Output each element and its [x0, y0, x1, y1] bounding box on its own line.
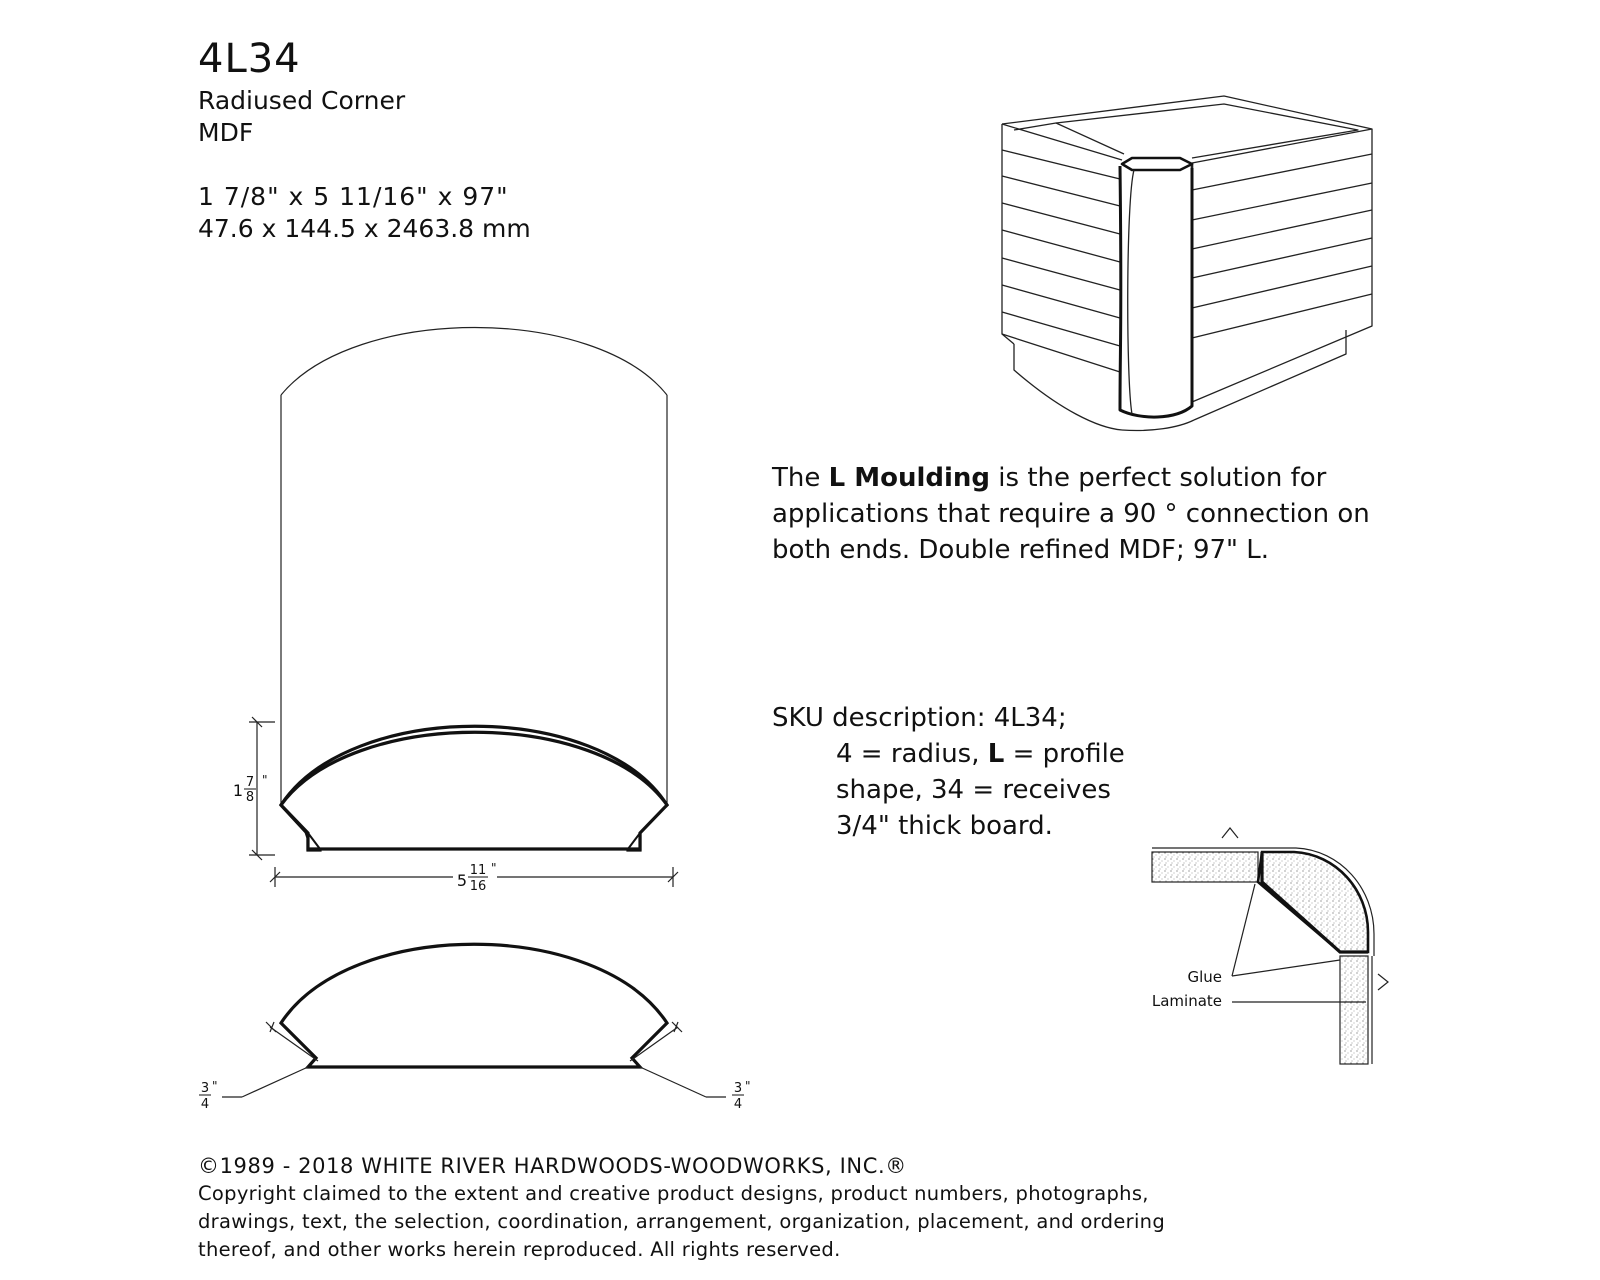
- product-title: 4L34: [198, 36, 301, 82]
- notch-right-inch-mark: ": [745, 1079, 751, 1093]
- width-denominator: 16: [469, 879, 487, 894]
- notch-right-numerator: 3: [733, 1081, 743, 1096]
- notch-right-label: [732, 1079, 751, 1112]
- notch-right-denominator: 4: [733, 1097, 743, 1112]
- product-subtitle: Radiused Corner: [198, 86, 406, 115]
- description-line-3: both ends. Double refined MDF; 97" L.: [772, 535, 1270, 565]
- width-dimension-label: [457, 861, 497, 894]
- notch-left-label: [199, 1079, 218, 1112]
- dimensions-imperial: 1 7/8" x 5 11/16" x 97": [198, 182, 509, 211]
- notch-left-inch-mark: ": [212, 1079, 218, 1093]
- moulding-profile-section: [281, 726, 667, 850]
- height-numerator: 7: [245, 775, 255, 790]
- height-dimension-label: [233, 773, 268, 805]
- notch-left-numerator: 3: [200, 1081, 210, 1096]
- product-material: MDF: [198, 118, 254, 147]
- dimensions-metric: 47.6 x 144.5 x 2463.8 mm: [198, 214, 531, 243]
- height-denominator: 8: [245, 790, 255, 805]
- laminate-label: Laminate: [1151, 992, 1222, 1010]
- width-inch-mark: ": [491, 861, 497, 875]
- copyright-line-3: drawings, text, the selection, coordination, arrangement, organization, placement, and ordering: [198, 1210, 1165, 1233]
- notch-left-denominator: 4: [200, 1097, 210, 1112]
- cabinet-corner-illustration: [1002, 96, 1372, 431]
- description-line-1: The L Moulding is the perfect solution for: [772, 463, 1327, 493]
- width-whole: 5: [456, 871, 468, 890]
- description-bold-term: L Moulding: [828, 463, 991, 493]
- product-description: [772, 460, 1370, 568]
- width-numerator: 11: [469, 863, 487, 878]
- sku-line-4: 3/4" thick board.: [836, 811, 1053, 841]
- corner-joint-detail: [1152, 828, 1388, 1064]
- glue-label: Glue: [1187, 968, 1222, 986]
- sku-line-1: SKU description: 4L34;: [772, 703, 1067, 733]
- height-whole: 1: [232, 781, 243, 800]
- moulding-profile-notch-view: [281, 944, 667, 1067]
- copyright-footer: [198, 1152, 1165, 1264]
- copyright-line-1: ©1989 - 2018 WHITE RIVER HARDWOODS-WOODWORKS, INC.®: [198, 1154, 907, 1178]
- sku-description: [772, 700, 1125, 844]
- copyright-line-2: Copyright claimed to the extent and creative product designs, product numbers, photographs,: [198, 1182, 1149, 1205]
- height-inch-mark: ": [262, 773, 268, 787]
- sku-line-3: shape, 34 = receives: [836, 775, 1111, 805]
- copyright-line-4: thereof, and other works herein reproduced. All rights reserved.: [198, 1238, 841, 1261]
- description-line-2: applications that require a 90 ° connection on: [772, 499, 1370, 529]
- sku-line-2: 4 = radius, L = profile: [836, 739, 1125, 769]
